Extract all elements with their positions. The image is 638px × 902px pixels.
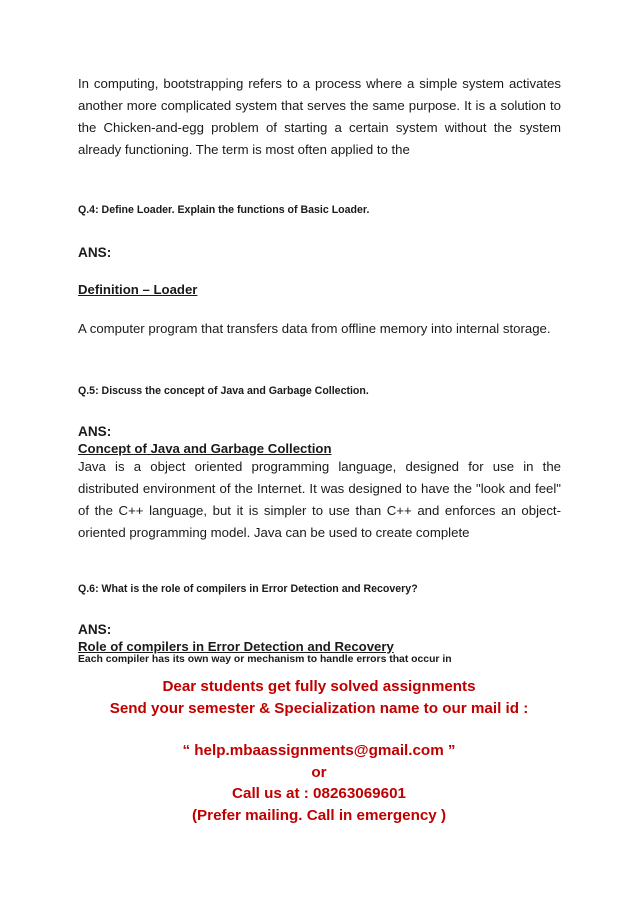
- intro-section: [78, 73, 561, 161]
- q5-ans-label: ANS:: [78, 424, 112, 439]
- contact-line-2: Send your semester & Specialization name to our mail id :: [109, 699, 529, 717]
- q4-text-block: [78, 318, 561, 340]
- q4-heading-block: [78, 282, 561, 297]
- q6-ans-label: ANS:: [78, 622, 112, 637]
- q4-question: Q.4: Define Loader. Explain the functions of Basic Loader.: [78, 204, 370, 216]
- q6-section: [78, 583, 561, 595]
- q4-heading: Definition – Loader: [78, 282, 198, 297]
- q4-paragraph: A computer program that transfers data from offline memory into internal storage.: [78, 321, 551, 336]
- q5-section: [78, 385, 561, 397]
- contact-or: or: [311, 763, 327, 781]
- contact-line-1: Dear students get fully solved assignments: [162, 678, 476, 695]
- contact-banner: [60, 676, 578, 826]
- q4-ans-label: ANS:: [78, 245, 112, 260]
- contact-note: (Prefer mailing. Call in emergency ): [191, 806, 447, 824]
- q5-answer-block: [78, 424, 561, 544]
- q5-heading: Concept of Java and Garbage Collection: [78, 441, 332, 456]
- contact-email[interactable]: “ help.mbaassignments@gmail.com ”: [182, 742, 456, 759]
- q6-question: Q.6: What is the role of compilers in Error Detection and Recovery?: [78, 583, 418, 595]
- q6-heading: Role of compilers in Error Detection and Recovery: [78, 639, 394, 654]
- q5-paragraph: Java is a object oriented programming language, designed for use in the distributed environment of the Internet. It was designed to have the "look and feel" of the C++ language, but it is simpler to use than C++ and enforces an object-oriented programming model. Java can be used to create complete: [78, 459, 561, 540]
- contact-spacer: [60, 719, 578, 740]
- q4-answer-block: [78, 245, 561, 260]
- intro-paragraph: In computing, bootstrapping refers to a process where a simple system activates another more complicated system that serves the same purpose. It is a solution to the Chicken-and-egg problem of starting a certain system without the system already functioning. The term is most often applied to the: [78, 76, 561, 157]
- q6-paragraph: Each compiler has its own way or mechanism to handle errors that occur in: [78, 654, 452, 665]
- q5-question: Q.5: Discuss the concept of Java and Garbage Collection.: [78, 385, 369, 397]
- contact-phone[interactable]: Call us at : 08263069601: [232, 785, 406, 802]
- q4-section: [78, 204, 561, 216]
- q6-answer-block: [78, 622, 561, 665]
